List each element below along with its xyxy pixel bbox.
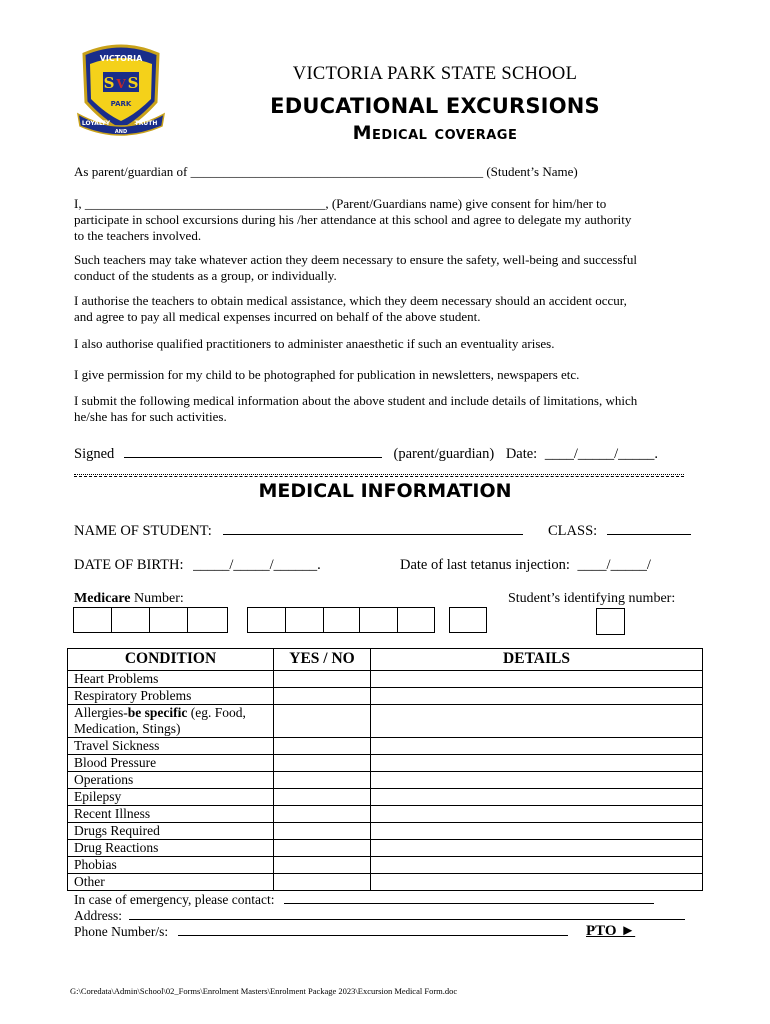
details-cell[interactable] (371, 823, 703, 840)
svg-text:TRUTH: TRUTH (134, 120, 158, 127)
medicare-label (74, 591, 184, 607)
table-row (68, 874, 703, 891)
column-header-details: DETAILS (371, 649, 703, 671)
condition-cell (68, 705, 274, 738)
class-field[interactable] (607, 523, 691, 535)
details-cell[interactable] (371, 738, 703, 755)
separator-dotted-line (74, 474, 684, 475)
form-title: EDUCATIONAL EXCURSIONS (270, 94, 600, 118)
condition-cell: Other (68, 874, 274, 891)
yes-no-cell[interactable] (274, 671, 371, 688)
address-field[interactable] (129, 908, 685, 920)
condition-cell: Epilepsy (68, 789, 274, 806)
student-name-label: NAME OF STUDENT: (74, 523, 212, 539)
condition-cell: Recent Illness (68, 806, 274, 823)
table-row (68, 789, 703, 806)
form-subtitle: Medical coverage (352, 122, 518, 144)
condition-label: (eg. Food, (187, 705, 246, 720)
medicare-digit-box[interactable] (73, 607, 112, 633)
phone-label: Phone Number/s: (74, 924, 169, 939)
medical-information-heading: MEDICAL INFORMATION (258, 480, 512, 502)
date-label: Date: (505, 446, 538, 462)
condition-label: Medication, Stings) (74, 721, 181, 736)
svg-text:V: V (116, 77, 126, 91)
svg-text:VICTORIA: VICTORIA (99, 54, 143, 63)
medicare-digit-box[interactable] (247, 607, 286, 633)
yes-no-cell[interactable] (274, 789, 371, 806)
class-row (548, 523, 691, 540)
yes-no-cell[interactable] (274, 772, 371, 789)
signature-field[interactable] (124, 446, 382, 458)
condition-label-emphasis: be specific (127, 705, 188, 720)
phone-field[interactable] (178, 924, 568, 936)
details-cell[interactable] (371, 789, 703, 806)
school-crest-logo (76, 44, 166, 136)
svg-text:S: S (103, 74, 115, 92)
table-row (68, 755, 703, 772)
tetanus-row (400, 557, 651, 574)
consent-line: participate in school excursions during his /her attendance at this school and agree to delegate my authority (74, 212, 632, 227)
table-row (68, 806, 703, 823)
condition-cell: Drug Reactions (68, 840, 274, 857)
details-cell[interactable] (371, 874, 703, 891)
yes-no-cell[interactable] (274, 755, 371, 772)
anaesthetic-paragraph: I also authorise qualified practitioners to administer anaesthetic if such an eventuality arises. (74, 336, 555, 351)
teacher-action-paragraph (74, 252, 694, 284)
table-row (68, 823, 703, 840)
paragraph-line: I authorise the teachers to obtain medical assistance, which they deem necessary should an accident occur, (74, 293, 627, 308)
column-header-yes-no: YES / NO (274, 649, 371, 671)
table-row (68, 840, 703, 857)
tetanus-date-field[interactable]: ____/_____/ (577, 557, 651, 573)
medicare-digit-box[interactable] (397, 607, 435, 633)
consent-paragraph (74, 196, 694, 244)
details-cell[interactable] (371, 705, 703, 738)
table-row (68, 688, 703, 705)
medicare-bold: Medicare (74, 591, 131, 606)
condition-cell: Heart Problems (68, 671, 274, 688)
condition-cell: Drugs Required (68, 823, 274, 840)
yes-no-cell[interactable] (274, 857, 371, 874)
conditions-table (67, 648, 703, 891)
class-label: CLASS: (548, 523, 598, 539)
student-name-field[interactable] (223, 523, 523, 535)
emergency-contact-row (74, 892, 694, 908)
pto-label: PTO ► (586, 923, 636, 939)
document-file-path: G:\Coredata\Admin\School\02_Forms\Enrolment Masters\Enrolment Package 2023\Excursion Medical Form.doc (70, 986, 458, 996)
condition-label: Allergies- (74, 705, 128, 720)
medicare-digit-box[interactable] (323, 607, 360, 633)
student-name-row (74, 523, 523, 540)
condition-cell: Respiratory Problems (68, 688, 274, 705)
student-id-label: Student’s identifying number: (508, 591, 676, 606)
photograph-paragraph: I give permission for my child to be photographed for publication in newsletters, newspapers etc. (74, 367, 580, 382)
school-name: VICTORIA PARK STATE SCHOOL (292, 64, 578, 84)
svg-text:PARK: PARK (110, 100, 132, 108)
details-cell[interactable] (371, 806, 703, 823)
details-cell[interactable] (371, 688, 703, 705)
table-row (68, 857, 703, 874)
paragraph-line: I submit the following medical information about the above student and include details of limitations, which (74, 393, 638, 408)
medicare-digit-box[interactable] (449, 607, 487, 633)
svg-text:AND: AND (114, 129, 128, 135)
address-row (74, 908, 694, 924)
paragraph-line: conduct of the students as a group, or individually. (74, 268, 337, 283)
separator-dashed-line (74, 476, 684, 477)
condition-cell: Blood Pressure (68, 755, 274, 772)
details-cell[interactable] (371, 772, 703, 789)
dob-label: DATE OF BIRTH: (74, 557, 184, 573)
table-header-row (68, 649, 703, 671)
address-label: Address: (74, 908, 122, 923)
medicare-digit-box[interactable] (111, 607, 150, 633)
yes-no-cell[interactable] (274, 823, 371, 840)
details-cell[interactable] (371, 857, 703, 874)
emergency-contact-label: In case of emergency, please contact: (74, 892, 275, 907)
parent-of-field[interactable]: As parent/guardian of _____________________________________________ (Student’s Name) (74, 164, 578, 179)
emergency-contact-field[interactable] (284, 892, 654, 904)
student-id-box[interactable] (596, 608, 625, 635)
paragraph-line: Such teachers may take whatever action they deem necessary to ensure the safety, well-being and successful (74, 252, 637, 267)
yes-no-cell[interactable] (274, 806, 371, 823)
details-cell[interactable] (371, 671, 703, 688)
details-cell[interactable] (371, 755, 703, 772)
yes-no-cell[interactable] (274, 874, 371, 891)
table-row (68, 671, 703, 688)
consent-line: to the teachers involved. (74, 228, 202, 243)
signed-role-label: (parent/guardian) (393, 446, 495, 462)
medicare-digit-box[interactable] (187, 607, 228, 633)
signature-row (74, 446, 658, 463)
dob-field[interactable]: _____/_____/______. (193, 557, 321, 573)
paragraph-line: and agree to pay all medical expenses incurred on behalf of the above student. (74, 309, 481, 324)
table-row (68, 738, 703, 755)
details-cell[interactable] (371, 840, 703, 857)
tetanus-label: Date of last tetanus injection: (400, 557, 570, 573)
table-row (68, 772, 703, 789)
medicare-number-label: Number: (130, 591, 184, 606)
signed-label: Signed (74, 446, 115, 462)
svg-text:LOYALTY: LOYALTY (81, 120, 111, 127)
table-row (68, 705, 703, 738)
svg-text:S: S (127, 74, 139, 92)
medical-info-paragraph (74, 393, 694, 425)
condition-cell: Phobias (68, 857, 274, 874)
yes-no-cell[interactable] (274, 705, 371, 738)
paragraph-line: he/she has for such activities. (74, 409, 227, 424)
consent-line[interactable]: I, _____________________________________, (Parent/Guardians name) give consent for him/her to (74, 196, 607, 211)
yes-no-cell[interactable] (274, 688, 371, 705)
signature-date-field[interactable]: ____/_____/_____. (544, 446, 659, 462)
medicare-digit-box[interactable] (359, 607, 398, 633)
medicare-digit-box[interactable] (285, 607, 324, 633)
medical-assistance-paragraph (74, 293, 694, 325)
column-header-condition: CONDITION (68, 649, 274, 671)
yes-no-cell[interactable] (274, 840, 371, 857)
dob-row (74, 557, 321, 574)
yes-no-cell[interactable] (274, 738, 371, 755)
medicare-digit-box[interactable] (149, 607, 188, 633)
condition-cell: Operations (68, 772, 274, 789)
condition-cell: Travel Sickness (68, 738, 274, 755)
